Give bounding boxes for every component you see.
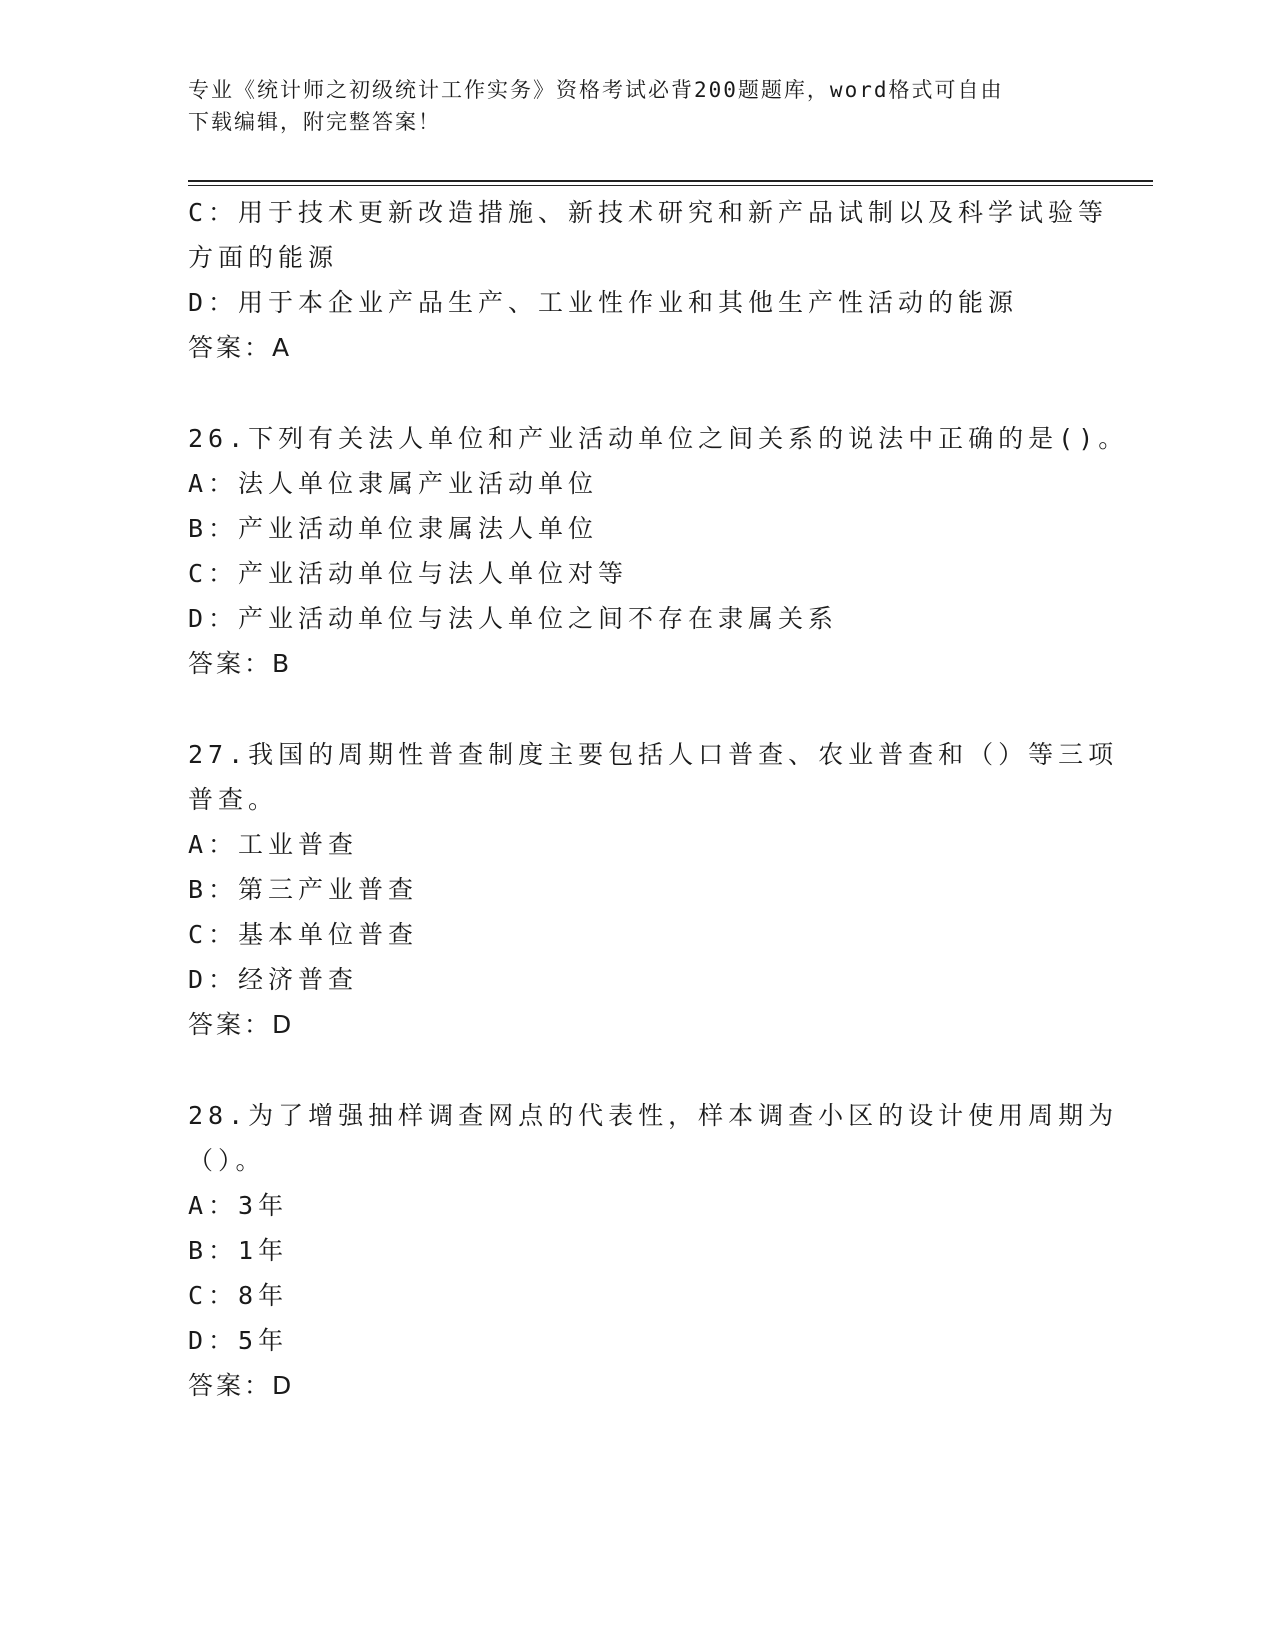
header-rule-thick bbox=[188, 180, 1153, 182]
question-text: 26.下列有关法人单位和产业活动单位之间关系的说法中正确的是()。 bbox=[188, 424, 1129, 453]
question-26 bbox=[188, 416, 1129, 686]
option-c-line-1: C：用于技术更新改造措施、新技术研究和新产品试制以及科学试验等 bbox=[188, 198, 1109, 227]
question-text-line-2: 普查。 bbox=[188, 785, 279, 814]
answer: 答案：B bbox=[188, 649, 293, 678]
option-c: C：8年 bbox=[188, 1281, 289, 1310]
header-line-2: 下载编辑，附完整答案！ bbox=[188, 110, 441, 134]
question-25-continued bbox=[188, 190, 1109, 370]
option-d: D：用于本企业产品生产、工业性作业和其他生产性活动的能源 bbox=[188, 288, 1019, 317]
option-a: A：法人单位隶属产业活动单位 bbox=[188, 469, 599, 498]
option-c: C：基本单位普查 bbox=[188, 920, 419, 949]
option-d: D：产业活动单位与法人单位之间不存在隶属关系 bbox=[188, 604, 839, 633]
option-c: C：产业活动单位与法人单位对等 bbox=[188, 559, 629, 588]
question-text-line-1: 27.我国的周期性普查制度主要包括人口普查、农业普查和（）等三项 bbox=[188, 740, 1119, 769]
question-28 bbox=[188, 1093, 1119, 1408]
option-b: B：1年 bbox=[188, 1236, 289, 1265]
spacer bbox=[188, 370, 1088, 416]
option-a: A：3年 bbox=[188, 1191, 289, 1220]
question-text-line-1: 28.为了增强抽样调查网点的代表性，样本调查小区的设计使用周期为 bbox=[188, 1101, 1119, 1130]
option-d: D：5年 bbox=[188, 1326, 289, 1355]
spacer bbox=[188, 686, 1088, 732]
option-a: A：工业普查 bbox=[188, 830, 359, 859]
header-line-1: 专业《统计师之初级统计工作实务》资格考试必背200题题库，word格式可自由 bbox=[188, 78, 1004, 102]
question-27 bbox=[188, 732, 1119, 1047]
header-rule-thin bbox=[188, 185, 1153, 186]
option-b: B：第三产业普查 bbox=[188, 875, 419, 904]
answer: 答案：D bbox=[188, 1010, 295, 1039]
document-header bbox=[188, 74, 1088, 138]
answer: 答案：A bbox=[188, 333, 293, 362]
answer: 答案：D bbox=[188, 1371, 295, 1400]
option-c-line-2: 方面的能源 bbox=[188, 243, 339, 272]
spacer bbox=[188, 1047, 1088, 1093]
question-text-line-2: （）。 bbox=[188, 1146, 266, 1175]
document-body bbox=[188, 190, 1129, 1408]
option-b: B：产业活动单位隶属法人单位 bbox=[188, 514, 599, 543]
option-d: D：经济普查 bbox=[188, 965, 359, 994]
